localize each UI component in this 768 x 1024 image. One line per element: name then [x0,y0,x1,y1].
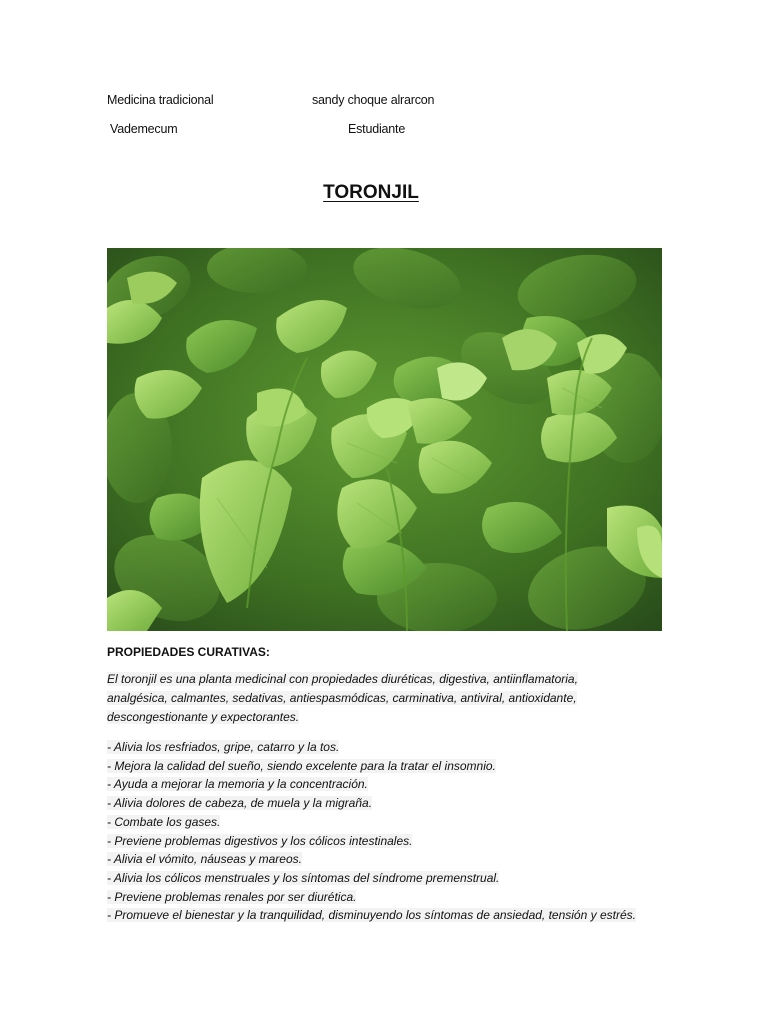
list-item [107,906,636,925]
list-item [107,832,636,851]
role-label: Estudiante [348,122,406,136]
benefit-text: - Alivia el vómito, náuseas y mareos. [107,852,302,867]
list-item [107,794,636,813]
benefit-text: - Alivia los resfriados, gripe, catarro y la tos. [107,740,340,754]
benefit-text: - Alivia dolores de cabeza, de muela y la migraña. [107,796,373,811]
benefit-text: - Mejora la calidad del sueño, siendo excelente para la tratar el insomnio. [107,758,496,773]
page-title: TORONJIL [323,182,419,203]
intro-line: El toronjil es una planta medicinal con propiedades diuréticas, digestiva, antiinflamatoria, [107,672,578,686]
benefit-text: - Combate los gases. [107,814,221,829]
benefit-text: - Promueve el bienestar y la tranquilidad, disminuyendo los síntomas de ansiedad, tensión y estrés. [107,908,636,923]
subject-label: Vademecum [110,122,178,136]
course-label: Medicina tradicional [107,93,214,107]
list-item [107,813,636,832]
intro-line: descongestionante y expectorantes. [107,710,300,724]
author-name: sandy choque alrarcon [312,93,435,107]
benefit-text: - Previene problemas digestivos y los cólicos intestinales. [107,833,413,848]
benefits-list [107,738,636,925]
list-item [107,757,636,776]
properties-intro [107,670,627,727]
intro-line: analgésica, calmantes, sedativas, antiespasmódicas, carminativa, antiviral, antioxidante, [107,691,577,705]
list-item [107,869,636,888]
benefit-text: - Alivia los cólicos menstruales y los síntomas del síndrome premenstrual. [107,870,500,885]
lemon-balm-photo [107,248,662,631]
list-item [107,888,636,907]
list-item [107,850,636,869]
list-item [107,775,636,794]
list-item [107,738,636,757]
properties-heading: PROPIEDADES CURATIVAS: [107,645,270,659]
benefit-text: - Previene problemas renales por ser diurética. [107,889,357,904]
benefit-text: - Ayuda a mejorar la memoria y la concentración. [107,777,368,792]
lemon-balm-leaves-icon [107,248,662,631]
